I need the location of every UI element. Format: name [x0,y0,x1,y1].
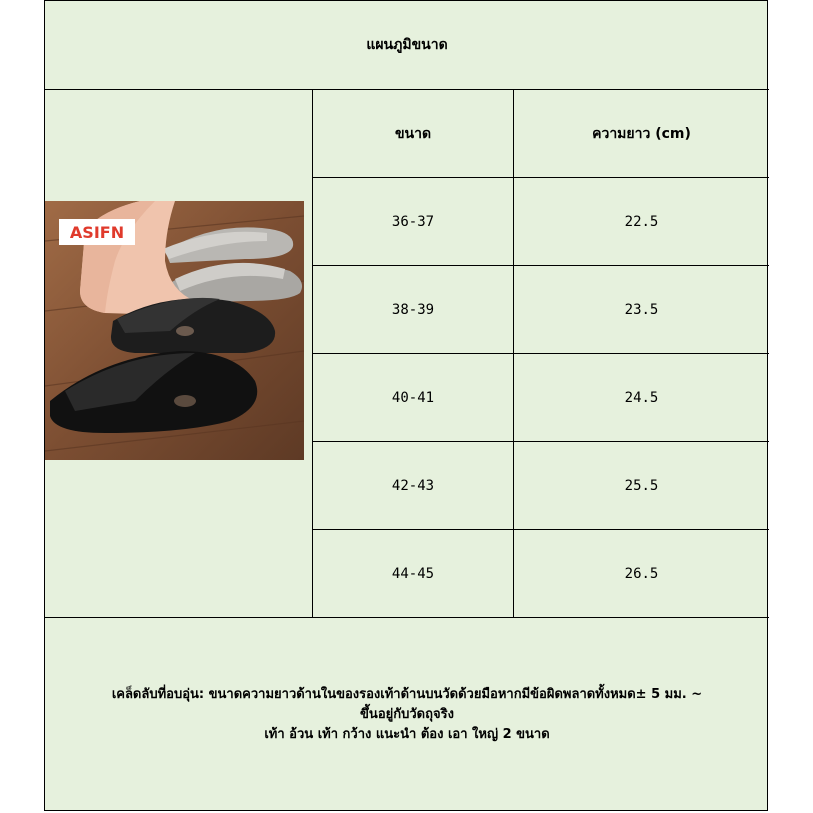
tip-line-1: เคล็ดลับที่อบอุ่น: ขนาดความยาวด้านในของรองเท้าด้านบนวัดด้วยมือหากมีข้อผิดพลาดทั้งหมด± 5 มม. ~ [111,686,703,702]
size-cell: 40-41 [391,389,435,406]
length-cell: 22.5 [624,213,659,230]
product-photo [45,201,304,460]
tip-line-3: เท้า อ้วน เท้า กว้าง แนะนำ ต้อง เอา ใหญ่ 2 ขนาด [264,726,550,742]
size-header: ขนาด [394,125,432,142]
size-cell: 42-43 [391,477,435,494]
length-header: ความยาว (cm) [592,125,691,142]
tip-line-2: ขึ้นอยู่กับวัดถุจริง [360,706,454,722]
slippers-illustration [45,201,304,460]
size-chart-title: แผนภูมิขนาด [366,37,448,53]
length-cell: 24.5 [624,389,659,406]
size-tip [45,618,769,811]
length-cell: 26.5 [624,565,659,582]
length-cell: 23.5 [624,301,659,318]
size-cell: 38-39 [391,301,435,318]
length-cell: 25.5 [624,477,659,494]
size-cell: 36-37 [391,213,435,230]
size-cell: 44-45 [391,565,435,582]
brand-badge: ASIFN [69,223,125,242]
size-chart-sheet [44,0,768,811]
